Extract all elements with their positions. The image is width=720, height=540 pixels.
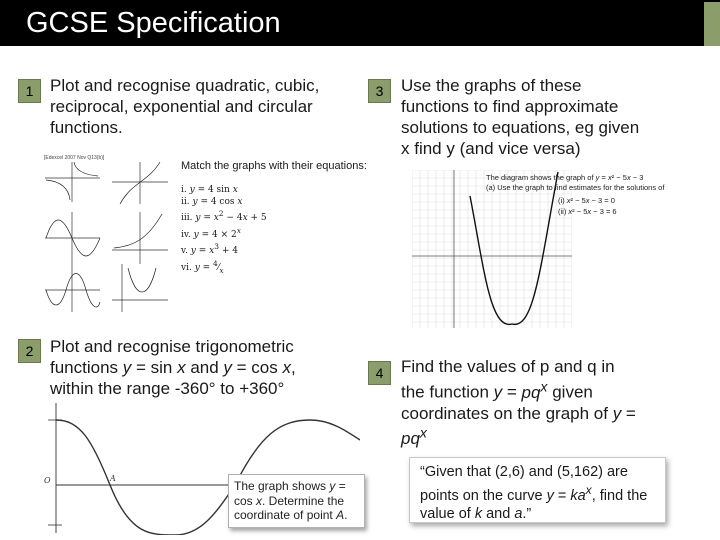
- match-source-note: [Edexcel 2007 Nov Q13(b)]: [44, 155, 105, 161]
- objective-4-text: Find the values of p and q in the function $y = pq^x$ given coordinates on the graph of $y = pq^x$: [401, 357, 636, 449]
- quadratic-graph: [412, 170, 572, 328]
- cosine-callout-text: The graph shows y = cos x. Determine the coordinate of point A.: [234, 479, 348, 522]
- q3-line: The diagram shows the graph of y = x² − 5x − 3: [486, 173, 644, 182]
- equation-item: i. y = 4 sin x: [181, 185, 238, 195]
- q3-line: (ii) x² − 5x − 3 = 6: [558, 207, 617, 216]
- objective-3-text: Use the graphs of these functions to find approximate solutions to equations, eg given x find y (and vice versa): [401, 76, 640, 158]
- cosine-callout: [228, 474, 365, 528]
- equation-item: iv. $y = 4 \times 2^x$: [181, 225, 241, 240]
- equation-item: ii. y = 4 cos x: [181, 196, 243, 207]
- point-a-label: A: [110, 474, 116, 483]
- slide-title: GCSE Specification: [26, 7, 281, 39]
- objective-2-number: 2: [18, 339, 41, 363]
- equation-item: iii. $y = x^2 - 4x + 5$: [181, 209, 267, 223]
- objective-1-text: Plot and recognise quadratic, cubic, reciprocal, exponential and circular functions.: [50, 76, 320, 137]
- match-graphs-figure: [40, 160, 180, 315]
- equation-item: v. $y = x^3 + 4$: [181, 242, 238, 256]
- title-accent: [704, 2, 720, 46]
- q4-quote-box: [409, 457, 666, 523]
- match-equation-list: [181, 185, 267, 276]
- objective-3-number: 3: [368, 79, 391, 103]
- match-heading: Match the graphs with their equations:: [181, 160, 367, 172]
- q3-line: (i) x² − 5x − 3 = 0: [558, 196, 615, 205]
- objective-2-text: Plot and recognise trigonometric functions y = sin x and y = cos x, within the range -360° to +360°: [50, 337, 296, 398]
- title-bar: [0, 0, 720, 46]
- objective-4-number: 4: [368, 361, 391, 385]
- origin-label: O: [44, 476, 51, 485]
- q4-quote-text: “Given that (2,6) and (5,162) are points on the curve $y = ka^x$, find the value of k and a.”: [420, 464, 648, 522]
- q3-line: (a) Use the graph to find estimates for the solutions of: [486, 183, 665, 192]
- equation-item: vi. $y = ^4⁄_x$: [181, 258, 224, 275]
- objective-1-number: 1: [18, 79, 41, 103]
